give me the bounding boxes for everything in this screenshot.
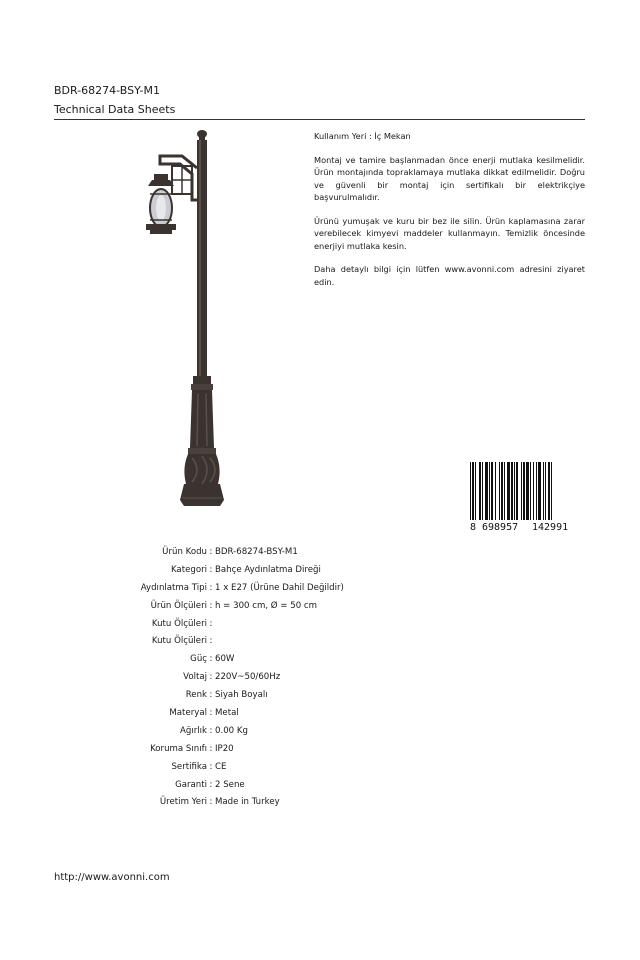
spec-label: Ağırlık: [179, 725, 207, 736]
spec-row-box-dimensions: [54, 616, 344, 634]
spec-label: Güç: [190, 654, 207, 665]
spec-label: Materyal: [169, 708, 207, 719]
spec-row-color: [54, 687, 344, 705]
barcode-bar: [489, 462, 490, 520]
spec-row-category: [54, 562, 344, 580]
spec-value: 220V~50/60Hz: [215, 672, 281, 683]
spec-separator: :: [209, 779, 213, 790]
barcode-bar: [548, 462, 550, 520]
spec-label: Kategori: [170, 564, 207, 575]
spec-value: 2 Sene: [215, 779, 245, 790]
barcode-bar: [504, 462, 505, 520]
spec-value: IP20: [215, 743, 234, 754]
spec-label: Sertifika: [171, 761, 207, 772]
spec-value: Siyah Boyalı: [215, 690, 268, 701]
spec-table: [54, 544, 344, 812]
spec-value: 0.00 Kg: [215, 725, 248, 736]
product-code-heading: BDR-68274-BSY-M1: [54, 84, 160, 97]
barcode-bar: [485, 462, 488, 520]
safety-note: Montaj ve tamire başlanmadan önce enerji mutlaka kesilmelidir. Ürün montajında topraklamaya mutlaka dikkat edilmelidir. Doğru ve güvenli bir montaj için sertifikalı bir elektrikçiye başvurulmalıdır.: [314, 154, 585, 202]
spec-label: Kutu Ölçüleri: [151, 618, 207, 629]
spec-separator: :: [209, 547, 213, 557]
spec-row-warranty: [54, 777, 344, 795]
spec-separator: :: [209, 797, 213, 808]
spec-label: Ürün Ölçüleri: [150, 600, 207, 611]
spec-value: 1 x E27 (Ürüne Dahil Değildir): [215, 582, 344, 593]
spec-label: Üretim Yeri: [159, 797, 207, 808]
spec-label: Voltaj: [183, 672, 207, 683]
spec-separator: :: [209, 582, 213, 593]
barcode: [468, 462, 584, 532]
barcode-bar: [536, 462, 537, 520]
barcode-bar: [545, 462, 546, 520]
barcode-bar: [538, 462, 541, 520]
spec-row-origin: [54, 794, 344, 812]
cleaning-note: Ürünü yumuşak ve kuru bir bez ile silin. Ürün kaplamasına zarar verebilecek kimyevi maddeler kullanmayın. Temizlik öncesinde enerjiyi mutlaka kesin.: [314, 215, 585, 251]
spec-separator: :: [209, 761, 213, 772]
barcode-bar: [499, 462, 500, 520]
spec-separator: :: [209, 654, 213, 665]
spec-separator: :: [209, 672, 213, 683]
spec-value: BDR-68274-BSY-M1: [215, 547, 298, 557]
barcode-bar: [516, 462, 518, 520]
barcode-bar: [491, 462, 493, 520]
barcode-digits-left: 698957: [482, 522, 519, 532]
spec-value: Metal: [215, 708, 239, 719]
more-info-note: Daha detaylı bilgi için lütfen www.avonni.com adresini ziyaret edin.: [314, 264, 585, 287]
barcode-digit-lead: 8: [470, 522, 477, 532]
spec-row-power: [54, 651, 344, 669]
spec-separator: :: [209, 725, 213, 736]
barcode-bar: [543, 462, 544, 520]
usage-location: Kullanım Yeri : İç Mekan: [314, 131, 411, 141]
spec-label: Koruma Sınıfı: [150, 743, 207, 754]
spec-row-protection-class: [54, 741, 344, 759]
spec-label: Kutu Ölçüleri: [151, 636, 207, 647]
barcode-bar: [475, 462, 476, 520]
barcode-bar: [530, 462, 531, 520]
spec-row-box-dimensions-2: [54, 633, 344, 651]
barcode-bar: [533, 462, 534, 520]
spec-label: Renk: [185, 690, 207, 701]
barcode-bars: [470, 462, 552, 520]
spec-label: Garanti: [175, 779, 207, 790]
barcode-bar: [511, 462, 513, 520]
barcode-bar: [472, 462, 474, 520]
spec-separator: :: [209, 564, 213, 575]
spec-separator: :: [209, 618, 213, 629]
spec-value: CE: [215, 761, 227, 772]
spec-row-lighting-type: [54, 580, 344, 598]
document-title: Technical Data Sheets: [54, 103, 176, 116]
barcode-bar: [479, 462, 481, 520]
spec-label: Ürün Kodu: [162, 547, 207, 557]
spec-label: Aydınlatma Tipi: [140, 582, 207, 593]
barcode-bar: [470, 462, 471, 520]
spec-separator: :: [209, 708, 213, 719]
barcode-bar: [521, 462, 522, 520]
usage-notes: [314, 130, 585, 299]
spec-row-weight: [54, 723, 344, 741]
spec-value: 60W: [215, 654, 235, 665]
spec-row-material: [54, 705, 344, 723]
barcode-bar: [514, 462, 515, 520]
spec-value: Made in Turkey: [215, 797, 280, 808]
spec-separator: :: [209, 636, 213, 647]
spec-value: h = 300 cm, Ø = 50 cm: [215, 600, 317, 611]
barcode-bar: [523, 462, 525, 520]
barcode-digits-right: 142991: [532, 522, 569, 532]
spec-separator: :: [209, 600, 213, 611]
spec-row-product-dimensions: [54, 598, 344, 616]
spec-row-certificate: [54, 759, 344, 777]
spec-separator: :: [209, 743, 213, 754]
barcode-bar: [495, 462, 496, 520]
spec-value: Bahçe Aydınlatma Direği: [215, 564, 321, 575]
header-divider: [54, 119, 585, 120]
website-link[interactable]: http://www.avonni.com: [54, 872, 170, 883]
barcode-bar: [551, 462, 552, 520]
spec-row-product-code: [54, 544, 344, 562]
spec-separator: :: [209, 690, 213, 701]
barcode-bar: [482, 462, 483, 520]
barcode-bar: [507, 462, 510, 520]
lamp-post-image: [140, 128, 240, 512]
barcode-bar: [526, 462, 529, 520]
barcode-bar: [501, 462, 503, 520]
spec-row-voltage: [54, 669, 344, 687]
